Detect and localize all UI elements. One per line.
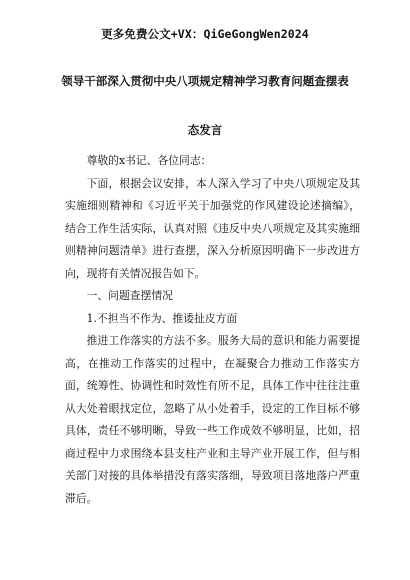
- salutation: 尊敬的x书记、各位同志：: [86, 154, 212, 167]
- document-subtitle: 态发言: [187, 123, 223, 137]
- document-body: [65, 150, 360, 510]
- body-paragraph: 推进工作落实的方法不多。服务大局的意识和能力需要提高，在推动工作落实的过程中，在凝聚合力推动工作落实方面，统筹性、协调性和时效性有所不足，具体工作中往往注重从大处着眼找定位，忽略了从小处着手，设定的工作目标不够具体，责任不够明晰，导致一些工作成效不够明显，比如，招商过程中力求围绕本县支柱产业和主导产业开展工作，但与相关部门对接的具体举措没有落实落细，导致项目落地落户严重滞后。: [65, 334, 360, 505]
- section-heading: 一、问题查摆情况: [86, 289, 173, 302]
- document-title: 领导干部深入贯彻中央八项规定精神学习教育问题查摆表: [61, 74, 349, 88]
- subsection-heading: 1.不担当不作为、推诿扯皮方面: [86, 311, 238, 325]
- page-header: 更多免费公文+VX：QiGeGongWen2024: [101, 27, 309, 41]
- intro-paragraph: 下面，根据会议安排，本人深入学习了中央八项规定及其实施细则精神和《习近平关于加强党的作风建设论述摘编》，结合工作生活实际，认真对照《违反中央八项规定及其实施细则精神问题清单》进行查摆，深入分析原因明确下一步改进方向，现将有关情况报告如下。: [65, 176, 360, 280]
